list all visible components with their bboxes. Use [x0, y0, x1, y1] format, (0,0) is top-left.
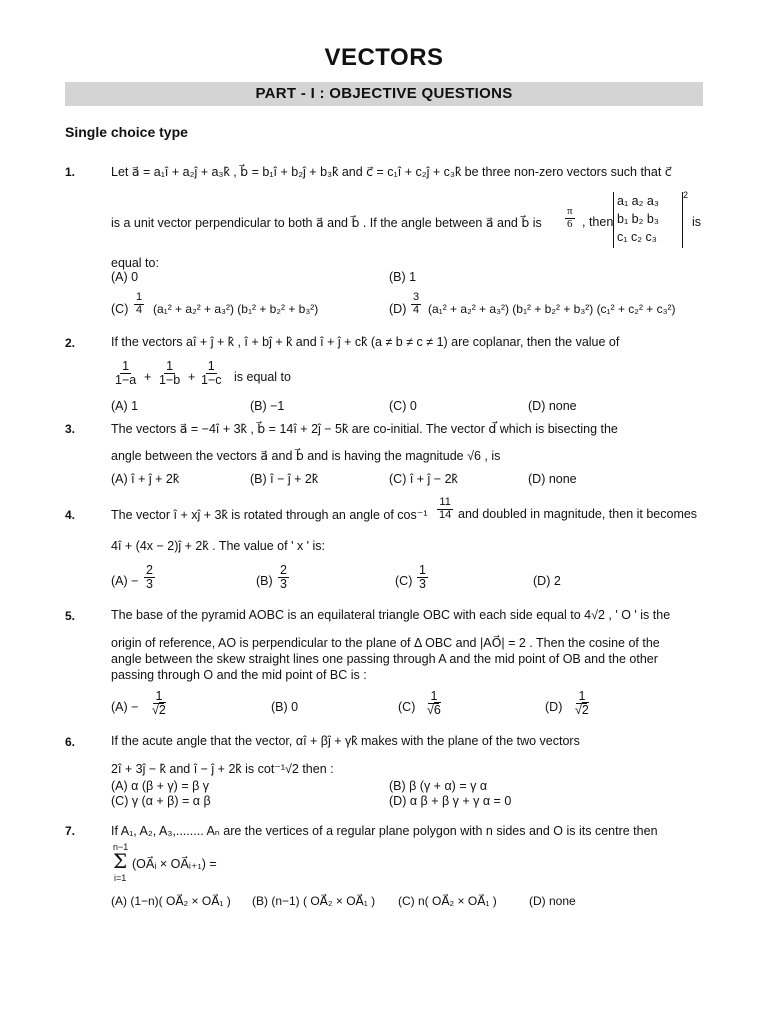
- fraction: [157, 360, 182, 387]
- fraction: [411, 292, 421, 316]
- option-b[interactable]: (B) −1: [250, 399, 285, 413]
- option-d[interactable]: (D): [545, 700, 563, 714]
- question-text: is a unit vector perpendicular to both a⃗ and b⃗ . If the angle between a⃗ and b⃗ is: [111, 216, 542, 230]
- fraction-denominator: 1−c: [201, 373, 222, 388]
- question-text: If A₁, A₂, A₃,........ Aₙ are the vertices of a regular plane polygon with n sides and O is its centre then: [111, 824, 658, 838]
- fraction-numerator: 1: [430, 689, 438, 703]
- determinant-power: 2: [683, 190, 689, 200]
- fraction-denominator: 4: [413, 303, 420, 316]
- fraction-numerator: 3: [413, 291, 420, 303]
- question-text: angle between the skew straight lines one passing through A and the mid point of OB and the other: [111, 652, 658, 666]
- fraction-denominator: √2: [152, 703, 166, 718]
- question-text: The vector î + xĵ + 3k̂ is rotated through an angle of cos⁻¹: [111, 508, 428, 522]
- fraction: [417, 564, 428, 591]
- fraction-numerator: 1: [166, 359, 174, 373]
- sum-expression: (OA⃗ᵢ × OA⃗ᵢ₊₁) =: [132, 857, 217, 871]
- question-text: equal to:: [111, 256, 159, 270]
- question-text: is equal to: [234, 370, 291, 384]
- option-a[interactable]: (A) (1−n)( OA⃗₂ × OA⃗₁ ): [111, 894, 231, 908]
- option-b[interactable]: (B): [256, 574, 273, 588]
- fraction-numerator: 11: [439, 496, 451, 508]
- fraction-numerator: 1: [155, 689, 163, 703]
- option-d[interactable]: (D) 2: [533, 574, 561, 588]
- fraction-numerator: 1: [136, 291, 143, 303]
- option-d[interactable]: (D) none: [528, 399, 577, 413]
- fraction: [565, 206, 575, 230]
- fraction-numerator: 1: [207, 359, 215, 373]
- sqrt-radicand: 2: [158, 703, 166, 718]
- question-text: If the vectors aî + ĵ + k̂ , î + bĵ + k̂ and î + ĵ + ck̂ (a ≠ b ≠ c ≠ 1) are coplanar, then the value of: [111, 335, 620, 349]
- sum-upper-limit: n−1: [113, 842, 129, 852]
- question-number: 4.: [65, 508, 76, 522]
- fraction-denominator: √6: [427, 703, 441, 718]
- fraction-denominator: √2: [575, 703, 589, 718]
- plus-sign: +: [144, 370, 152, 384]
- fraction: [573, 690, 591, 717]
- fraction: [113, 360, 138, 387]
- part-title: PART - I : OBJECTIVE QUESTIONS: [255, 85, 513, 102]
- fraction: [144, 564, 155, 591]
- fraction-denominator: 1−a: [115, 373, 137, 388]
- fraction-numerator: π: [567, 205, 573, 217]
- option-a[interactable]: (A) î + ĵ + 2k̂: [111, 472, 180, 486]
- option-c[interactable]: (C) γ (α + β) = α β: [111, 794, 211, 808]
- question-number: 7.: [65, 824, 76, 838]
- sum-lower-limit: i=1: [114, 873, 127, 883]
- question-number: 6.: [65, 735, 76, 749]
- question-text: origin of reference, AO is perpendicular to the plane of Δ OBC and |AO⃗| = 2 . Then the cosine of the: [111, 636, 660, 650]
- determinant-row: a₁ a₂ a₃: [617, 194, 659, 208]
- option-d[interactable]: (D) none: [528, 472, 577, 486]
- fraction-denominator: 4: [136, 303, 143, 316]
- option-a[interactable]: (A) 1: [111, 399, 139, 413]
- question-text: is: [692, 215, 702, 229]
- option-b[interactable]: (B) 0: [271, 700, 299, 714]
- fraction-denominator: 6: [567, 217, 573, 230]
- question-text: 4î + (4x − 2)ĵ + 2k̂ . The value of ' x ' is:: [111, 539, 326, 553]
- fraction: [437, 497, 453, 521]
- fraction-denominator: 3: [419, 577, 426, 592]
- question-text: If the acute angle that the vector, αî + βĵ + γk̂ makes with the plane of the two vectors: [111, 734, 580, 748]
- option-c[interactable]: (C): [111, 302, 129, 316]
- question-number: 1.: [65, 165, 76, 179]
- question-number: 3.: [65, 422, 76, 436]
- option-c-text: (a₁² + a₂² + a₃²) (b₁² + b₂² + b₃²): [153, 302, 319, 316]
- option-a[interactable]: (A) −: [111, 700, 139, 714]
- fraction-numerator: 2: [280, 563, 287, 577]
- option-b[interactable]: (B) î − ĵ + 2k̂: [250, 472, 319, 486]
- fraction: [150, 690, 168, 717]
- sqrt-radicand: 6: [433, 703, 441, 718]
- determinant-row: b₁ b₂ b₃: [617, 212, 659, 226]
- option-d[interactable]: (D) none: [529, 894, 576, 908]
- option-c[interactable]: (C): [395, 574, 413, 588]
- question-number: 5.: [65, 609, 76, 623]
- fraction-denominator: 3: [280, 577, 287, 592]
- determinant: [613, 192, 683, 248]
- option-a[interactable]: (A) −: [111, 574, 139, 588]
- fraction-denominator: 14: [439, 508, 452, 521]
- option-b[interactable]: (B) (n−1) ( OA⃗₂ × OA⃗₁ ): [252, 894, 376, 908]
- question-text: , then: [582, 215, 614, 229]
- option-b[interactable]: (B) 1: [389, 270, 417, 284]
- fraction-numerator: 1: [419, 563, 426, 577]
- option-a[interactable]: (A) 0: [111, 270, 139, 284]
- fraction: [134, 292, 144, 316]
- sqrt-radicand: 2: [581, 703, 589, 718]
- option-d[interactable]: (D): [389, 302, 407, 316]
- question-text: angle between the vectors a⃗ and b⃗ and is having the magnitude √6 , is: [111, 449, 501, 463]
- question-number: 2.: [65, 336, 76, 350]
- question-text: and doubled in magnitude, then it becomes: [458, 507, 698, 521]
- plus-sign: +: [188, 370, 196, 384]
- fraction-numerator: 1: [578, 689, 586, 703]
- fraction: [199, 360, 224, 387]
- fraction-numerator: 2: [146, 563, 153, 577]
- page-title: VECTORS: [324, 44, 444, 71]
- determinant-row: c₁ c₂ c₃: [617, 230, 657, 244]
- question-text: The base of the pyramid AOBC is an equilateral triangle OBC with each side equal to 4√2 , ' O ' is the: [111, 608, 671, 622]
- option-d[interactable]: (D) α β + β γ + γ α = 0: [389, 794, 512, 808]
- option-b[interactable]: (B) β (γ + α) = γ α: [389, 779, 488, 793]
- fraction: [425, 690, 443, 717]
- question-text: Let a⃗ = a₁î + a₂ĵ + a₃k̂ , b⃗ = b₁î + b₂ĵ + b₃k̂ and c⃗ = c₁î + c₂ĵ + c₃k̂ be three non-zero vectors such that c⃗: [111, 165, 672, 179]
- fraction: [278, 564, 289, 591]
- sum-symbol: Σ: [113, 849, 128, 873]
- option-c[interactable]: (C) 0: [389, 399, 417, 413]
- fraction-denominator: 1−b: [159, 373, 181, 388]
- question-text: passing through O and the mid point of BC is :: [111, 668, 367, 682]
- question-text: 2î + 3ĵ − k̂ and î − ĵ + 2k̂ is cot⁻¹√2 then :: [111, 762, 334, 776]
- option-c[interactable]: (C) n( OA⃗₂ × OA⃗₁ ): [398, 894, 497, 908]
- fraction-numerator: 1: [122, 359, 130, 373]
- question-text: The vectors a⃗ = −4î + 3k̂ , b⃗ = 14î + 2ĵ − 5k̂ are co-initial. The vector d⃗ which is bisecting the: [111, 422, 618, 436]
- option-a[interactable]: (A) α (β + γ) = β γ: [111, 779, 210, 793]
- option-c[interactable]: (C): [398, 700, 416, 714]
- option-c[interactable]: (C) î + ĵ − 2k̂: [389, 472, 458, 486]
- fraction-denominator: 3: [146, 577, 153, 592]
- option-d-text: (a₁² + a₂² + a₃²) (b₁² + b₂² + b₃²) (c₁² + c₂² + c₃²): [428, 302, 676, 316]
- section-title: Single choice type: [65, 124, 188, 140]
